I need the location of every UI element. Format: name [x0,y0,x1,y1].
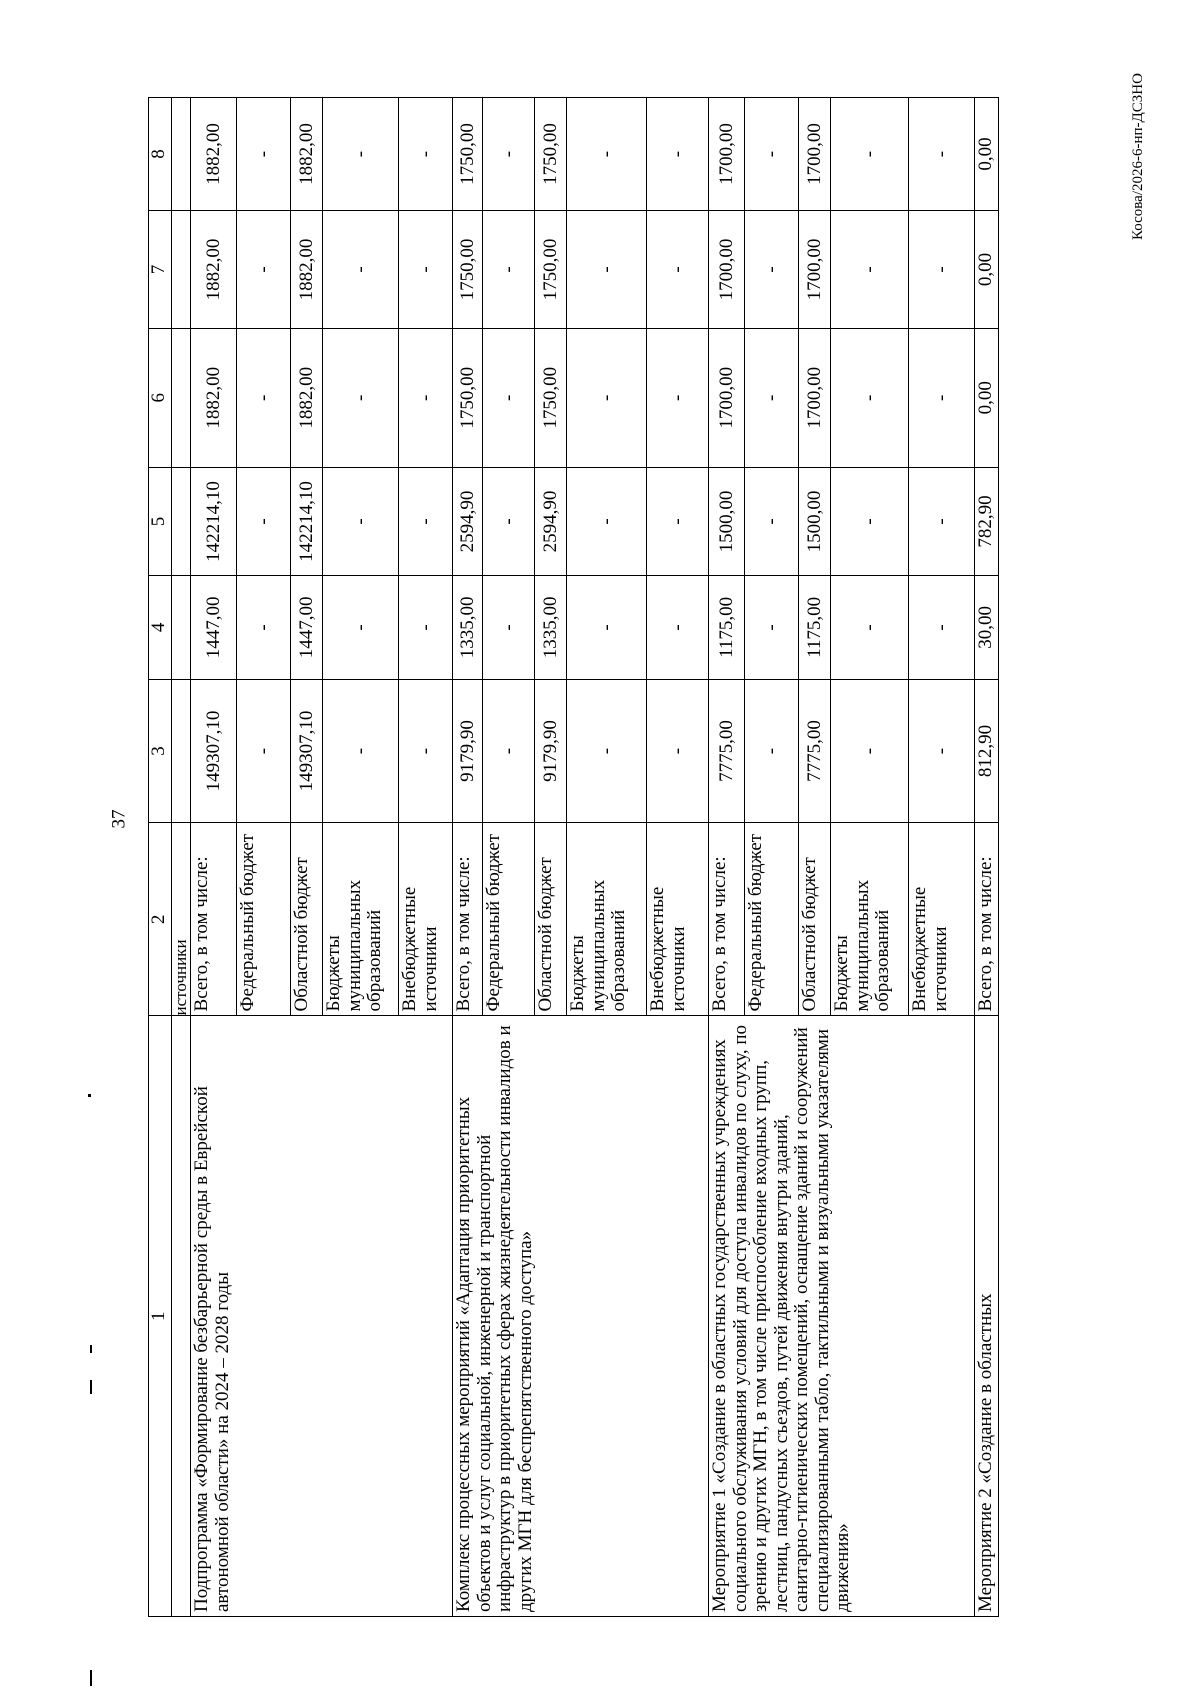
amount-cell: 1700,00 [799,328,831,467]
scan-mark [90,1670,92,1686]
funding-source: Областной бюджет [535,823,567,1016]
funding-source: Областной бюджет [291,823,323,1016]
amount-cell: - [237,98,291,211]
amount-cell: 0,00 [975,328,999,467]
amount-cell: 1700,00 [799,98,831,211]
table-cell: источники [172,823,191,1016]
amount-cell: 1750,00 [453,328,483,467]
amount-cell: - [909,576,975,680]
table-cell [172,679,191,823]
amount-cell: - [483,679,535,823]
amount-cell: - [483,98,535,211]
amount-cell: 1500,00 [709,467,745,575]
activity-description: Мероприятие 1 «Создание в областных государственных учреждениях социального обслуживания условий для доступа инвалидов по слуху, по зрению и других МГН, в том числе приспособление входных групп, лестниц, пандусных съездов, путей движения внутри зданий, санитарно-гигиенических помещений, оснащение зданий и сооружений специализированными табло, тактильными и визуальными указателями движения» [709,1016,975,1617]
amount-cell: 2594,90 [453,467,483,575]
amount-cell: - [745,679,799,823]
scan-mark [90,1380,92,1394]
amount-cell: 1500,00 [799,467,831,575]
funding-source: Всего, в том числе: [453,823,483,1016]
amount-cell: 1882,00 [191,98,237,211]
amount-cell: - [323,679,399,823]
amount-cell: 1700,00 [709,98,745,211]
activity-description: Мероприятие 2 «Создание в областных [975,1016,999,1617]
funding-table [148,97,999,1617]
table-cell [172,328,191,467]
amount-cell: 30,00 [975,576,999,680]
amount-cell: 1750,00 [453,211,483,329]
amount-cell: - [745,576,799,680]
amount-cell: - [745,98,799,211]
document-code: Косова/2026-6-нп-ДСЗНО [1130,73,1146,240]
column-header: 5 [149,467,172,575]
amount-cell: 1447,00 [191,576,237,680]
amount-cell: - [831,679,909,823]
amount-cell: - [567,98,647,211]
amount-cell: - [831,211,909,329]
amount-cell: - [567,679,647,823]
amount-cell: 1335,00 [453,576,483,680]
continuation-row [172,98,191,1617]
amount-cell: 142214,10 [191,467,237,575]
funding-source: Всего, в том числе: [975,823,999,1016]
amount-cell: - [909,211,975,329]
column-header: 6 [149,328,172,467]
activity-description: Подпрограмма «Формирование безбарьерной среды в Еврейской автономной области» на 2024 – 2028 годы [191,1016,453,1617]
amount-cell: 1882,00 [291,98,323,211]
table-row [191,98,237,1617]
amount-cell: - [567,467,647,575]
amount-cell: 142214,10 [291,467,323,575]
amount-cell: - [647,679,709,823]
amount-cell: 1175,00 [799,576,831,680]
amount-cell: 0,00 [975,211,999,329]
funding-source: Внебюджетные источники [909,823,975,1016]
amount-cell: - [323,576,399,680]
funding-source: Бюджеты муниципальных образований [831,823,909,1016]
amount-cell: - [483,211,535,329]
amount-cell: 1882,00 [291,211,323,329]
funding-source: Внебюджетные источники [647,823,709,1016]
amount-cell: - [399,467,453,575]
amount-cell: - [483,576,535,680]
amount-cell: - [399,576,453,680]
amount-cell: - [745,328,799,467]
scan-mark [90,1345,92,1353]
amount-cell: 1882,00 [291,328,323,467]
amount-cell: - [909,328,975,467]
amount-cell: - [237,211,291,329]
amount-cell: 1700,00 [709,211,745,329]
amount-cell: 812,90 [975,679,999,823]
amount-cell: 0,00 [975,98,999,211]
amount-cell: - [323,98,399,211]
amount-cell: - [323,211,399,329]
amount-cell: 1750,00 [535,211,567,329]
amount-cell: - [909,467,975,575]
amount-cell: - [567,576,647,680]
table-cell [172,1016,191,1617]
table-cell [172,467,191,575]
amount-cell: - [237,467,291,575]
amount-cell: 2594,90 [535,467,567,575]
funding-source: Внебюджетные источники [399,823,453,1016]
column-header: 8 [149,98,172,211]
amount-cell: 149307,10 [291,679,323,823]
amount-cell: - [399,211,453,329]
column-numbers-row [149,98,172,1617]
table-cell [172,211,191,329]
funding-table-rotated [148,97,1028,1617]
column-header: 7 [149,211,172,329]
amount-cell: - [831,467,909,575]
column-header: 1 [149,1016,172,1617]
funding-source: Бюджеты муниципальных образований [323,823,399,1016]
amount-cell: 1700,00 [799,211,831,329]
amount-cell: 1750,00 [535,98,567,211]
funding-source: Всего, в том числе: [709,823,745,1016]
amount-cell: 9179,90 [453,679,483,823]
amount-cell: - [567,211,647,329]
funding-source: Бюджеты муниципальных образований [567,823,647,1016]
table-row [453,98,483,1617]
amount-cell: 1882,00 [191,211,237,329]
amount-cell: - [237,679,291,823]
page-number: 37 [108,809,130,829]
amount-cell: - [399,98,453,211]
amount-cell: 1882,00 [191,328,237,467]
amount-cell: - [909,98,975,211]
funding-source: Всего, в том числе: [191,823,237,1016]
amount-cell: - [399,328,453,467]
table-cell [172,98,191,211]
amount-cell: - [237,576,291,680]
amount-cell: 1175,00 [709,576,745,680]
amount-cell: 7775,00 [709,679,745,823]
amount-cell: 1750,00 [453,98,483,211]
amount-cell: 782,90 [975,467,999,575]
funding-source: Федеральный бюджет [745,823,799,1016]
amount-cell: 9179,90 [535,679,567,823]
amount-cell: - [647,328,709,467]
funding-source: Федеральный бюджет [483,823,535,1016]
amount-cell: 149307,10 [191,679,237,823]
funding-source: Областной бюджет [799,823,831,1016]
amount-cell: - [831,328,909,467]
table-row [709,98,745,1617]
column-header: 3 [149,679,172,823]
amount-cell: - [647,211,709,329]
column-header: 4 [149,576,172,680]
amount-cell: - [647,98,709,211]
amount-cell: - [323,467,399,575]
amount-cell: - [237,328,291,467]
activity-description: Комплекс процессных мероприятий «Адаптация приоритетных объектов и услуг социальной, инженерной и транспортной инфраструктур в приоритетных сферах жизнедеятельности инвалидов и других МГН для беспрепятственного доступа» [453,1016,709,1617]
column-header: 2 [149,823,172,1016]
amount-cell: - [399,679,453,823]
amount-cell: - [567,328,647,467]
scan-mark [88,1094,91,1097]
amount-cell: - [323,328,399,467]
amount-cell: 1335,00 [535,576,567,680]
table-cell [172,576,191,680]
funding-source: Федеральный бюджет [237,823,291,1016]
table-row [975,98,999,1617]
amount-cell: - [647,467,709,575]
amount-cell: - [909,679,975,823]
amount-cell: - [483,467,535,575]
amount-cell: - [647,576,709,680]
amount-cell: 7775,00 [799,679,831,823]
amount-cell: - [745,467,799,575]
amount-cell: - [831,98,909,211]
amount-cell: 1700,00 [709,328,745,467]
amount-cell: 1750,00 [535,328,567,467]
amount-cell: 1447,00 [291,576,323,680]
amount-cell: - [483,328,535,467]
amount-cell: - [745,211,799,329]
amount-cell: - [831,576,909,680]
